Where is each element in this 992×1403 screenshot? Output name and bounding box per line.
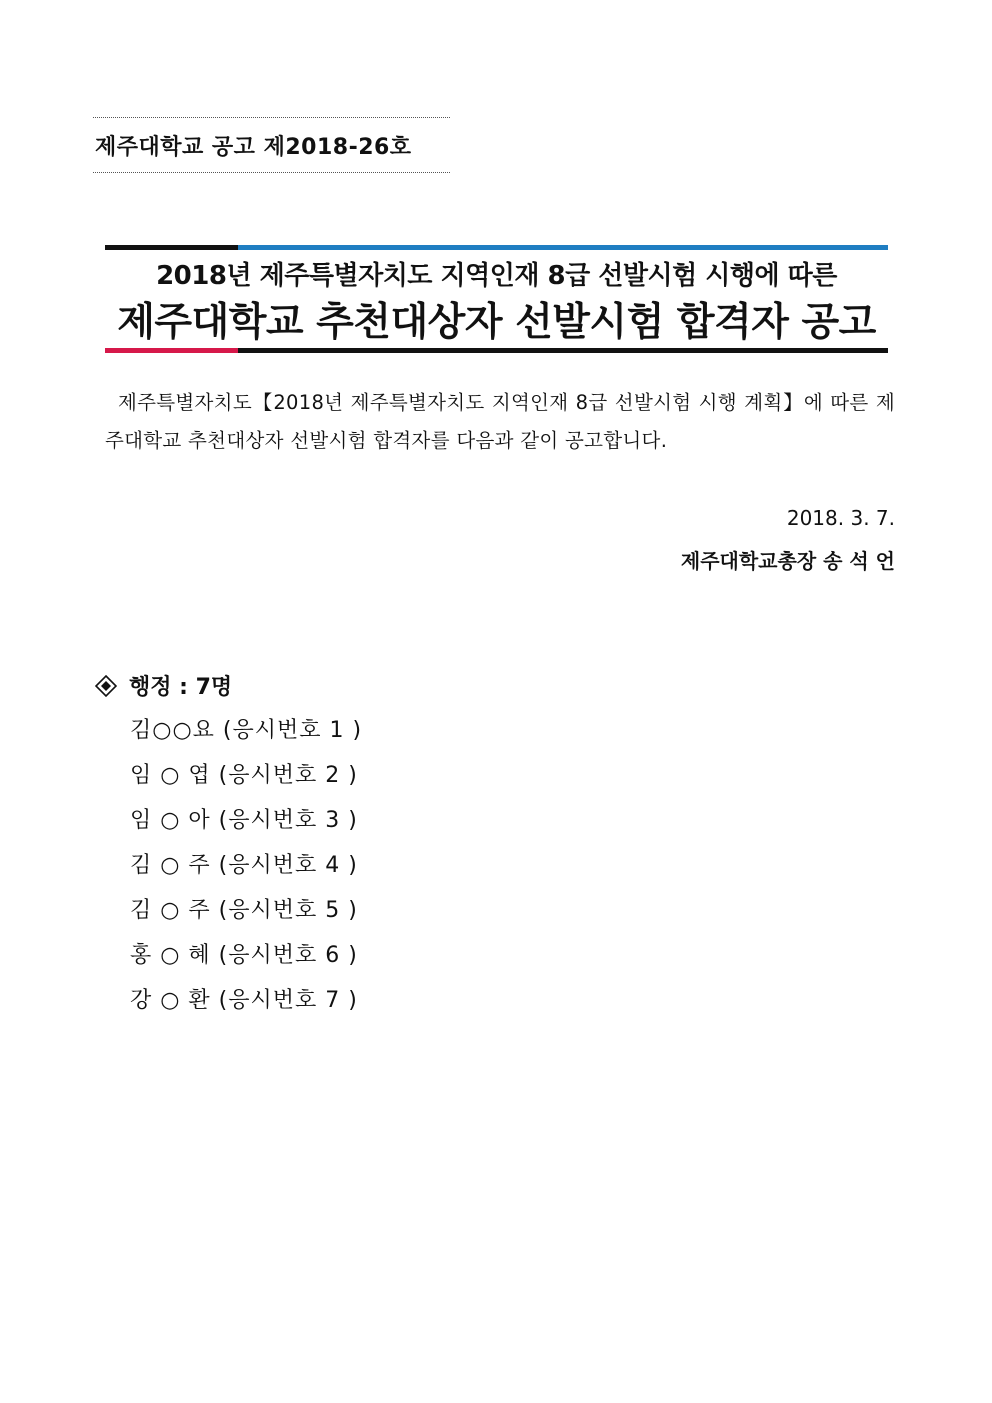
diamond-icon bbox=[95, 675, 117, 697]
announcement-date: 2018. 3. 7. bbox=[786, 506, 895, 530]
title-line-2: 제주대학교 추천대상자 선발시험 합격자 공고 bbox=[117, 300, 876, 345]
body-paragraph: 제주특별자치도【2018년 제주특별자치도 지역인재 8급 선발시험 시행 계획】에 따른 제주대학교 추천대상자 선발시험 합격자를 다음과 같이 공고합니다. bbox=[105, 391, 895, 452]
candidate-item: 김○○요 (응시번호 1 ) bbox=[130, 718, 363, 743]
notice-number: 제주대학교 공고 제2018-26호 bbox=[95, 135, 412, 160]
candidate-item: 홍 ○ 혜 (응시번호 6 ) bbox=[130, 943, 358, 968]
candidate-item: 김 ○ 주 (응시번호 5 ) bbox=[130, 898, 358, 923]
bottom-bar-dark-segment bbox=[238, 348, 888, 353]
top-bar-dark-segment bbox=[105, 245, 238, 250]
title-line-1: 2018년 제주특별자치도 지역인재 8급 선발시험 시행에 따른 bbox=[156, 261, 837, 291]
section-heading-text: 행정 : 7명 bbox=[129, 675, 233, 700]
candidate-item: 강 ○ 환 (응시번호 7 ) bbox=[130, 988, 358, 1013]
candidate-item: 김 ○ 주 (응시번호 4 ) bbox=[130, 853, 358, 878]
candidate-list bbox=[130, 711, 362, 1026]
section-heading bbox=[95, 670, 232, 701]
title-top-bar bbox=[105, 245, 888, 250]
candidate-item: 임 ○ 엽 (응시번호 2 ) bbox=[130, 763, 358, 788]
candidate-item: 임 ○ 아 (응시번호 3 ) bbox=[130, 808, 358, 833]
bottom-bar-red-segment bbox=[105, 348, 238, 353]
title-block bbox=[105, 245, 888, 353]
president-signature: 제주대학교총장 송 석 언 bbox=[680, 549, 895, 573]
title-bottom-bar bbox=[105, 348, 888, 353]
top-bar-blue-segment bbox=[238, 245, 888, 250]
notice-number-box bbox=[93, 117, 450, 173]
